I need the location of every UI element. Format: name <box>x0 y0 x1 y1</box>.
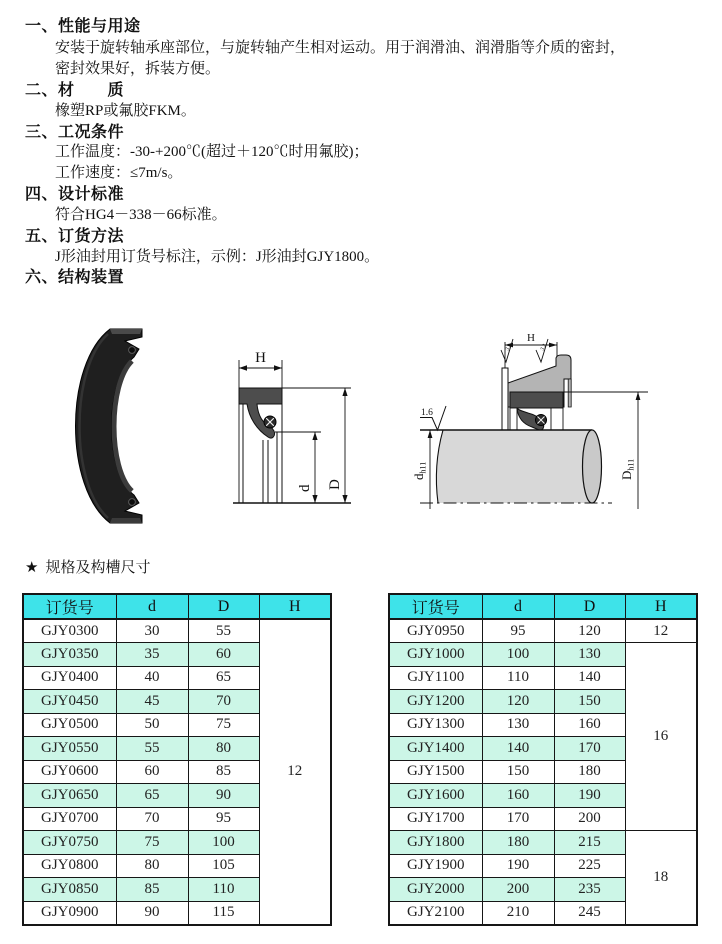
part-number-cell: GJY0350 <box>23 643 116 667</box>
part-number-cell: GJY1400 <box>389 737 482 761</box>
table-row: GJY0800 80 105 <box>23 854 331 878</box>
dim-label-d: d <box>297 484 313 492</box>
spring-hole-top <box>129 347 136 354</box>
part-number-cell: GJY0950 <box>389 619 482 643</box>
part-number-cell: GJY0600 <box>23 760 116 784</box>
section-2-line-1: 橡塑RP或氟胶FKM。 <box>55 103 196 119</box>
seal-section-shape <box>239 388 282 438</box>
part-number-cell: GJY0650 <box>23 784 116 808</box>
col-header-H: H <box>259 594 331 619</box>
section-heading-4: 四、设计标准 <box>25 186 125 203</box>
table-row: GJY0850 85 110 <box>23 878 331 902</box>
table-header-row <box>389 594 697 619</box>
dim-label-d-h11: dh11 <box>411 461 428 480</box>
seal-cross-section-figure <box>225 340 360 515</box>
star-icon: ★ <box>25 560 39 576</box>
table-row: GJY1000 100 130 16 <box>389 643 697 667</box>
part-number-cell: GJY1800 <box>389 831 482 855</box>
shaft-end-face <box>583 430 602 503</box>
part-number-cell: GJY1000 <box>389 643 482 667</box>
section-3-line-1: 工作温度：-30-+200℃(超过＋120℃时用氟胶)； <box>55 144 369 160</box>
section-5-line-1: J形油封用订货号标注，示例：J形油封GJY1800。 <box>55 249 380 265</box>
table-row: GJY0950 95 120 12 <box>389 619 697 643</box>
section-heading-2: 二、材 质 <box>25 82 125 99</box>
table-row: GJY0600 60 85 <box>23 760 331 784</box>
section-heading-5: 五、订货方法 <box>25 228 125 245</box>
part-number-cell: GJY1500 <box>389 760 482 784</box>
table-row: GJY1600 160 190 <box>389 784 697 808</box>
part-number-cell: GJY0800 <box>23 854 116 878</box>
seal-3d-figure <box>62 326 152 526</box>
col-header-part-number: 订货号 <box>23 594 116 619</box>
part-number-cell: GJY1700 <box>389 807 482 831</box>
part-number-cell: GJY1900 <box>389 854 482 878</box>
roughness-value-left: 3.2 <box>504 343 514 352</box>
col-header-d: d <box>482 594 554 619</box>
shaft <box>436 430 592 503</box>
part-number-cell: GJY0400 <box>23 666 116 690</box>
section-heading-6: 六、结构装置 <box>25 269 125 286</box>
h-merged-cell: 12 <box>259 619 331 925</box>
table-row: GJY1800 180 215 18 <box>389 831 697 855</box>
section-1-line-1: 安装于旋转轴承座部位，与旋转轴产生相对运动。用于润滑油、润滑脂等介质的密封， <box>55 40 626 56</box>
part-number-cell: GJY0850 <box>23 878 116 902</box>
table-row: GJY0450 45 70 <box>23 690 331 714</box>
part-number-cell: GJY2000 <box>389 878 482 902</box>
col-header-D: D <box>188 594 259 619</box>
table-row: GJY1300 130 160 <box>389 713 697 737</box>
table-row: GJY0400 40 65 <box>23 666 331 690</box>
table-row: GJY0300 30 55 12 <box>23 619 331 643</box>
table-row: GJY0750 75 100 <box>23 831 331 855</box>
table-row: GJY0650 65 90 <box>23 784 331 808</box>
h-merged-cell: 12 <box>625 619 697 643</box>
table-row: GJY0900 90 115 <box>23 901 331 925</box>
spec-title-text: 规格及构槽尺寸 <box>45 560 151 576</box>
housing-bore-wall <box>502 368 508 430</box>
part-number-cell: GJY0750 <box>23 831 116 855</box>
dim-label-D-h11: Dh11 <box>619 458 636 480</box>
dim-label-h: H <box>527 332 535 344</box>
section-1-line-2: 密封效果好，拆装方便。 <box>55 61 221 77</box>
table-row: GJY0500 50 75 <box>23 713 331 737</box>
dim-label-D: D <box>327 479 343 490</box>
spec-table-left <box>22 593 332 926</box>
part-number-cell: GJY1200 <box>389 690 482 714</box>
table-row: GJY0700 70 95 <box>23 807 331 831</box>
part-number-cell: GJY0450 <box>23 690 116 714</box>
roughness-value-shaft: 1.6 <box>421 408 433 418</box>
table-row: GJY1500 150 180 <box>389 760 697 784</box>
table-row: GJY2000 200 235 <box>389 878 697 902</box>
table-row: GJY1700 170 200 <box>389 807 697 831</box>
part-number-cell: GJY0300 <box>23 619 116 643</box>
table-header-row <box>23 594 331 619</box>
table-row: GJY1900 190 225 <box>389 854 697 878</box>
part-number-cell: GJY0550 <box>23 737 116 761</box>
section-4-line-1: 符合HG4－338－66标准。 <box>55 207 227 223</box>
part-number-cell: GJY1600 <box>389 784 482 808</box>
table-row: GJY0550 55 80 <box>23 737 331 761</box>
col-header-d: d <box>116 594 188 619</box>
section-heading-1: 一、性能与用途 <box>25 18 141 35</box>
seal-installation-figure <box>405 330 705 520</box>
part-number-cell: GJY2100 <box>389 901 482 925</box>
table-row: GJY1100 110 140 <box>389 666 697 690</box>
spec-table-right <box>388 593 698 926</box>
h-merged-cell: 18 <box>625 831 697 925</box>
part-number-cell: GJY0700 <box>23 807 116 831</box>
seal-body <box>510 392 563 408</box>
dim-label-h: H <box>255 350 266 366</box>
table-row: GJY1400 140 170 <box>389 737 697 761</box>
spec-section-title <box>25 556 150 577</box>
col-header-H: H <box>625 594 697 619</box>
part-number-cell: GJY0500 <box>23 713 116 737</box>
table-row: GJY2100 210 245 <box>389 901 697 925</box>
part-number-cell: GJY1100 <box>389 666 482 690</box>
section-3-line-2: 工作速度：≤7m/s。 <box>55 165 183 181</box>
part-number-cell: GJY1300 <box>389 713 482 737</box>
table-row: GJY1200 120 150 <box>389 690 697 714</box>
section-heading-3: 三、工况条件 <box>25 124 125 141</box>
part-number-cell: GJY0900 <box>23 901 116 925</box>
col-header-part-number: 订货号 <box>389 594 482 619</box>
h-merged-cell: 16 <box>625 643 697 831</box>
roughness-value-right: 3.2 <box>539 343 549 352</box>
spring-hole-bottom <box>129 499 136 506</box>
col-header-D: D <box>554 594 625 619</box>
table-row: GJY0350 35 60 <box>23 643 331 667</box>
